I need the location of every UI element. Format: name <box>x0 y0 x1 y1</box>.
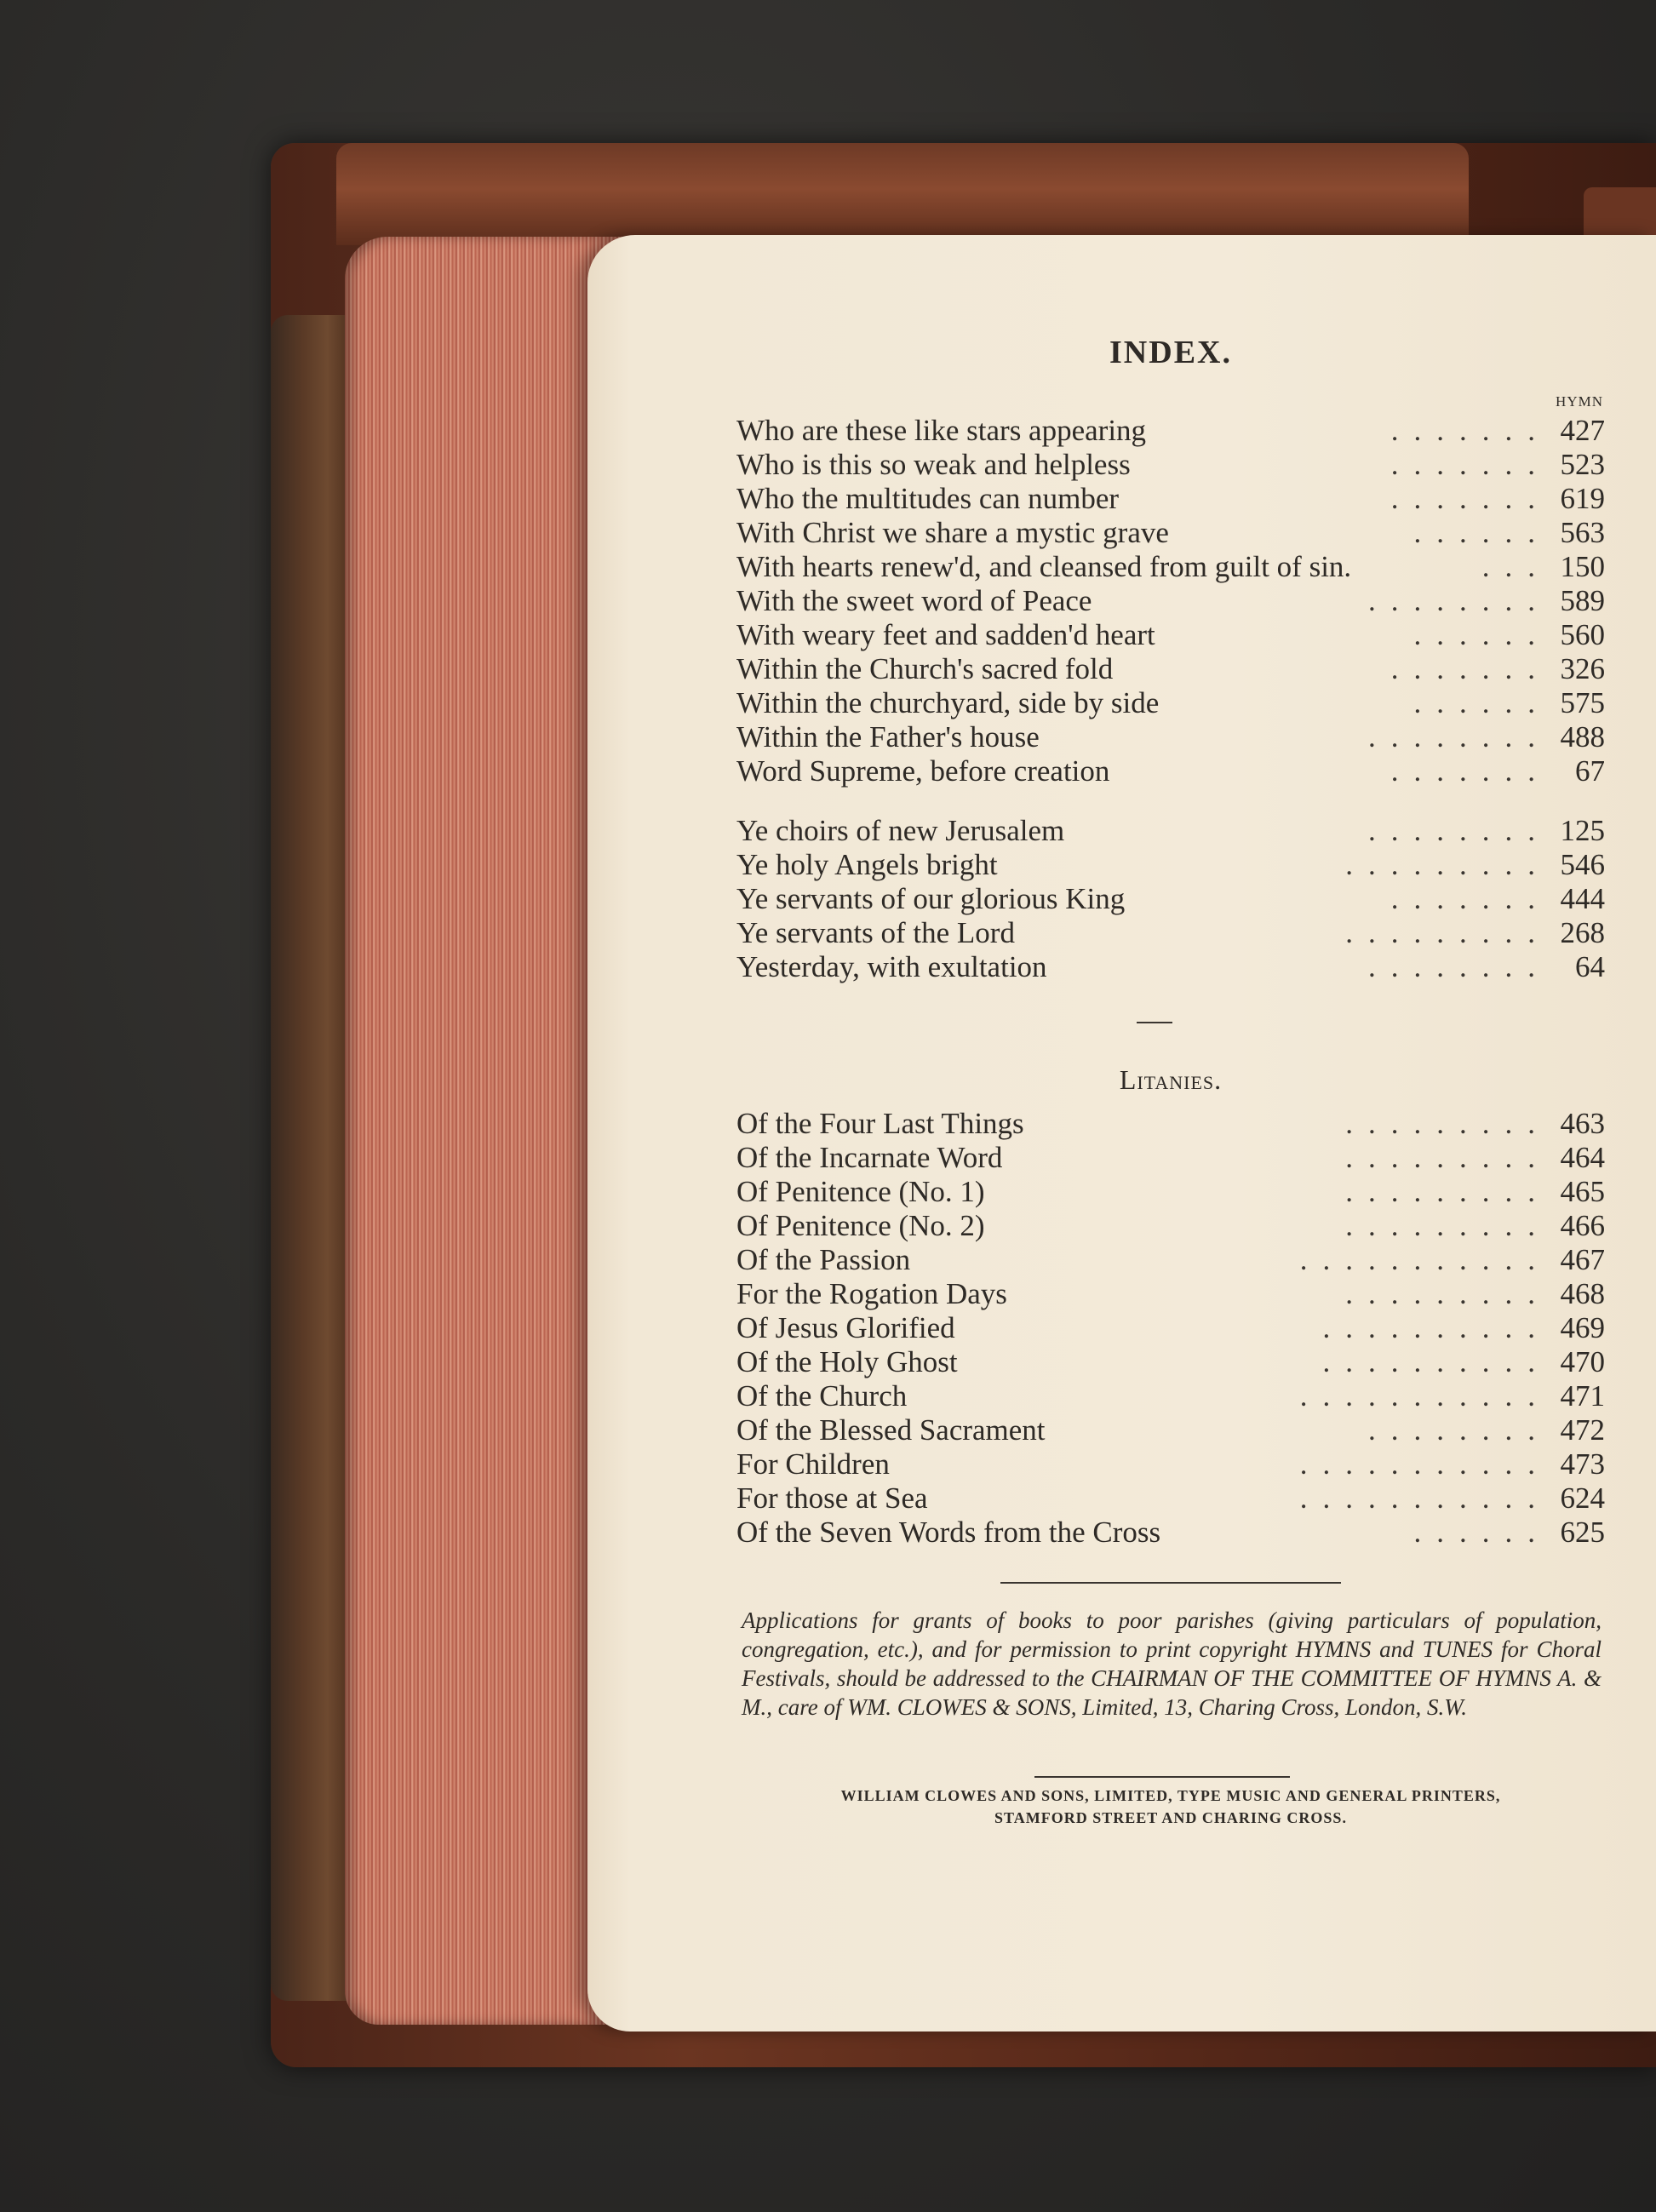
entry-title: Who are these like stars appearing <box>736 414 1147 447</box>
leader-dots: ... <box>1481 550 1550 583</box>
leader-dots: ......... <box>1345 848 1550 881</box>
notice-text: Applications for grants of books to poor parishes (giving particulars of population, congregation, etc.), and for permission to print copyright HYMNS and TUNES for Choral Festivals, should be addressed to the CHAIRMAN OF THE COMMITTEE OF HYMNS A. & M., care of WM. CLOWES & SONS, Limited, 13, Charing Cross, London, S.W. <box>742 1607 1602 1720</box>
litany-entry <box>736 1379 1605 1413</box>
entry-title: Of the Seven Words from the Cross <box>736 1516 1161 1549</box>
leader-dots: ........ <box>1368 1413 1550 1447</box>
hymn-number: 473 <box>1560 1447 1605 1481</box>
page-title: INDEX. <box>1109 335 1232 370</box>
printer-line-1: WILLIAM CLOWES AND SONS, LIMITED, TYPE MUSIC AND GENERAL PRINTERS, <box>840 1787 1501 1804</box>
litany-entry <box>736 1277 1605 1311</box>
leader-dots: ...... <box>1413 618 1550 651</box>
litany-entry <box>736 1311 1605 1345</box>
entry-title: Ye choirs of new Jerusalem <box>736 814 1065 847</box>
index-entry <box>736 414 1605 448</box>
hymn-number: 64 <box>1575 950 1605 983</box>
hymn-number: 427 <box>1560 414 1605 447</box>
leader-dots: ........ <box>1368 720 1550 754</box>
hymn-number: 619 <box>1560 482 1605 515</box>
leader-dots: ......... <box>1345 1209 1550 1242</box>
leader-dots: ......... <box>1345 1277 1550 1310</box>
entry-title: Of Penitence (No. 2) <box>736 1209 985 1242</box>
leader-dots: ........ <box>1368 814 1550 847</box>
page-edges <box>345 237 626 2025</box>
hymn-number: 575 <box>1560 686 1605 719</box>
leader-dots: ....... <box>1390 448 1550 481</box>
entry-title: Of the Passion <box>736 1243 911 1276</box>
leader-dots: ......... <box>1345 1141 1550 1174</box>
leader-dots: ...... <box>1413 686 1550 719</box>
entry-title: With hearts renew'd, and cleansed from guilt of sin. <box>736 550 1352 583</box>
leader-dots: ........... <box>1299 1379 1550 1413</box>
litany-entry <box>736 1516 1605 1550</box>
leader-dots: ........ <box>1368 950 1550 983</box>
index-entry <box>736 848 1605 882</box>
leader-dots: ....... <box>1390 652 1550 685</box>
hymn-number: 523 <box>1560 448 1605 481</box>
entry-title: Of Penitence (No. 1) <box>736 1175 985 1208</box>
hymn-number: 466 <box>1560 1209 1605 1242</box>
entry-title: Within the churchyard, side by side <box>736 686 1160 719</box>
index-entry <box>736 754 1605 788</box>
litany-entry <box>736 1447 1605 1481</box>
litanies-list <box>736 1107 1605 1550</box>
entry-title: Within the Church's sacred fold <box>736 652 1114 685</box>
hymn-number: 546 <box>1560 848 1605 881</box>
leader-dots: ........... <box>1299 1481 1550 1515</box>
entry-title: Of Jesus Glorified <box>736 1311 955 1344</box>
hymn-number: 268 <box>1560 916 1605 949</box>
leader-dots: ........... <box>1299 1243 1550 1276</box>
entry-title: Of the Incarnate Word <box>736 1141 1003 1174</box>
section-divider <box>1137 1022 1172 1023</box>
entry-title: For those at Sea <box>736 1481 928 1515</box>
printer-divider <box>1034 1776 1290 1778</box>
entry-title: Of the Church <box>736 1379 908 1413</box>
index-entry <box>736 720 1605 754</box>
leader-dots: ....... <box>1390 882 1550 915</box>
index-entry <box>736 448 1605 482</box>
hymn-number: 444 <box>1560 882 1605 915</box>
leader-dots: .......... <box>1322 1345 1550 1378</box>
hymn-number: 589 <box>1560 584 1605 617</box>
printer-imprint <box>736 1785 1605 1829</box>
hymn-number: 471 <box>1560 1379 1605 1413</box>
litanies-heading: Litanies. <box>1119 1064 1223 1095</box>
hymn-number: 470 <box>1560 1345 1605 1378</box>
litany-entry <box>736 1175 1605 1209</box>
entry-title: Of the Blessed Sacrament <box>736 1413 1046 1447</box>
hymn-number: 469 <box>1560 1311 1605 1344</box>
index-entry <box>736 584 1605 618</box>
entry-title: With Christ we share a mystic grave <box>736 516 1169 549</box>
hymn-number: 67 <box>1575 754 1605 788</box>
printer-line-2: STAMFORD STREET AND CHARING CROSS. <box>994 1809 1347 1826</box>
leader-dots: ....... <box>1390 482 1550 515</box>
hymn-number: 150 <box>1560 550 1605 583</box>
litany-entry <box>736 1141 1605 1175</box>
hymn-number: 463 <box>1560 1107 1605 1140</box>
hymn-number: 464 <box>1560 1141 1605 1174</box>
binding-top-edge <box>336 143 1469 245</box>
index-entry <box>736 814 1605 848</box>
litany-entry <box>736 1481 1605 1516</box>
litany-entry <box>736 1243 1605 1277</box>
litany-entry <box>736 1345 1605 1379</box>
leader-dots: ...... <box>1413 1516 1550 1549</box>
entry-title: Who is this so weak and helpless <box>736 448 1131 481</box>
index-entry <box>736 652 1605 686</box>
hymn-number: 624 <box>1560 1481 1605 1515</box>
entry-title: With the sweet word of Peace <box>736 584 1092 617</box>
litany-entry <box>736 1107 1605 1141</box>
index-entry <box>736 550 1605 584</box>
leader-dots: ........ <box>1368 584 1550 617</box>
index-list-w <box>736 414 1605 788</box>
index-entry <box>736 882 1605 916</box>
hymn-number: 563 <box>1560 516 1605 549</box>
hymn-column-header: HYMN <box>1556 393 1603 410</box>
entry-title: Ye holy Angels bright <box>736 848 998 881</box>
entry-title: Yesterday, with exultation <box>736 950 1047 983</box>
entry-title: With weary feet and sadden'd heart <box>736 618 1155 651</box>
binding-spine <box>271 315 352 2001</box>
index-entry <box>736 618 1605 652</box>
hymn-number: 467 <box>1560 1243 1605 1276</box>
hymn-number: 125 <box>1560 814 1605 847</box>
hymn-number: 465 <box>1560 1175 1605 1208</box>
entry-title: Who the multitudes can number <box>736 482 1120 515</box>
hymn-number: 625 <box>1560 1516 1605 1549</box>
leader-dots: ........... <box>1299 1447 1550 1481</box>
index-entry <box>736 516 1605 550</box>
leader-dots: ......... <box>1345 1175 1550 1208</box>
index-entry <box>736 916 1605 950</box>
hymn-number: 560 <box>1560 618 1605 651</box>
hymn-number: 326 <box>1560 652 1605 685</box>
entry-title: Ye servants of the Lord <box>736 916 1015 949</box>
litany-entry <box>736 1413 1605 1447</box>
leader-dots: ....... <box>1390 414 1550 447</box>
notice-divider <box>1000 1582 1341 1584</box>
index-list-y <box>736 814 1605 984</box>
index-entry <box>736 482 1605 516</box>
index-entry <box>736 686 1605 720</box>
entry-title: Ye servants of our glorious King <box>736 882 1126 915</box>
entry-title: Word Supreme, before creation <box>736 754 1110 788</box>
hymn-number: 468 <box>1560 1277 1605 1310</box>
leader-dots: ....... <box>1390 754 1550 788</box>
leader-dots: ...... <box>1413 516 1550 549</box>
leader-dots: ......... <box>1345 916 1550 949</box>
leader-dots: ......... <box>1345 1107 1550 1140</box>
index-entry <box>736 950 1605 984</box>
leader-dots: .......... <box>1322 1311 1550 1344</box>
litany-entry <box>736 1209 1605 1243</box>
entry-title: Of the Holy Ghost <box>736 1345 958 1378</box>
entry-title: For Children <box>736 1447 890 1481</box>
hymn-number: 488 <box>1560 720 1605 754</box>
entry-title: For the Rogation Days <box>736 1277 1007 1310</box>
entry-title: Within the Father's house <box>736 720 1040 754</box>
hymn-number: 472 <box>1560 1413 1605 1447</box>
entry-title: Of the Four Last Things <box>736 1107 1024 1140</box>
